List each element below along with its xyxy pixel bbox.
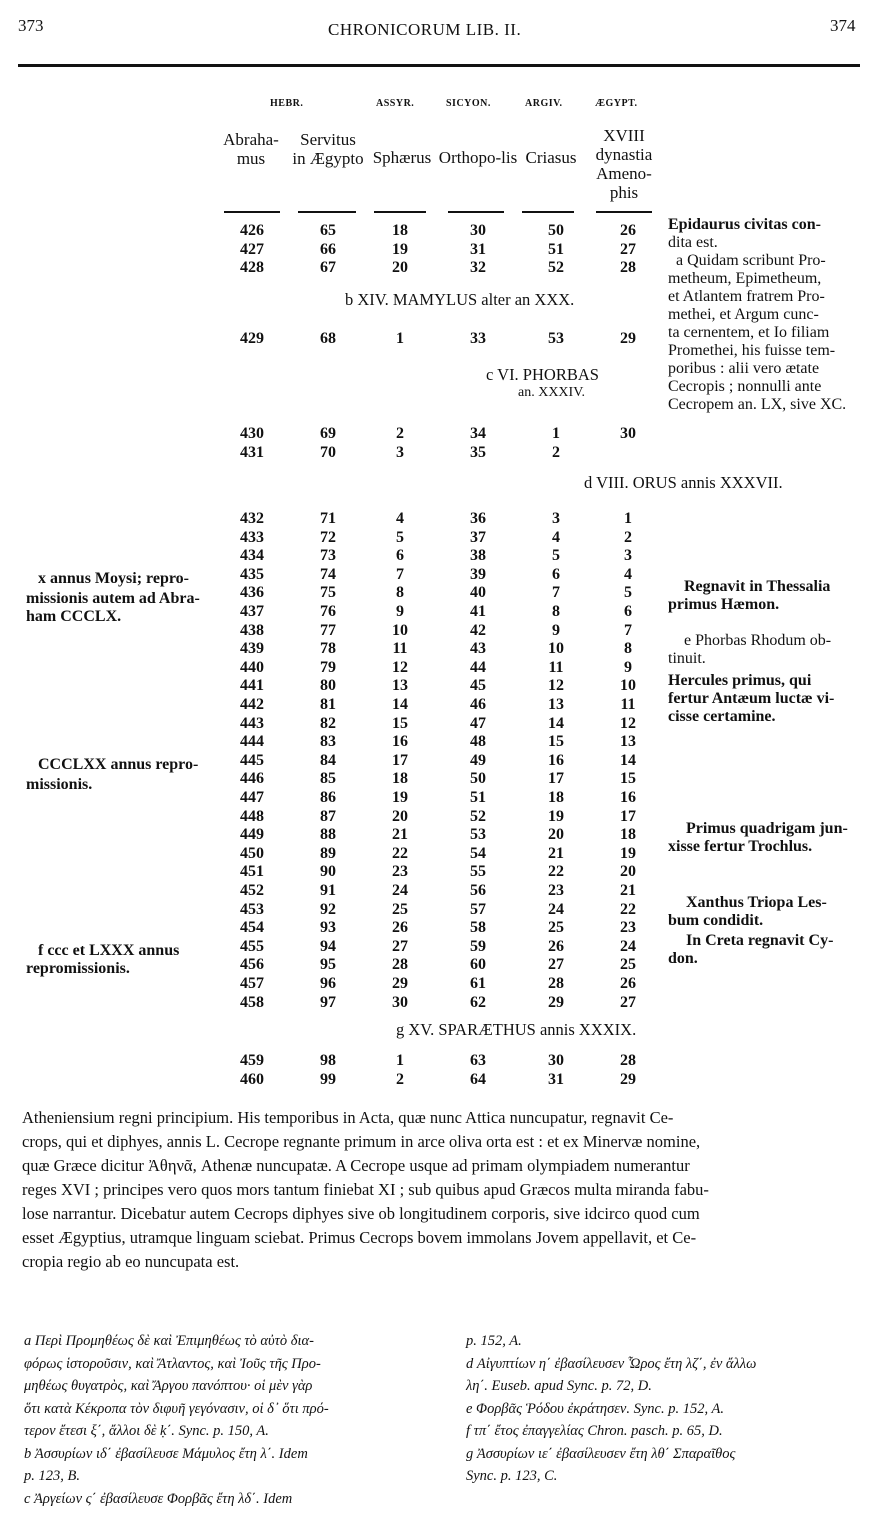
table-cell: 452 xyxy=(240,882,264,899)
table-cell: 53 xyxy=(470,826,486,844)
table-cell: 21 xyxy=(392,826,408,844)
table-cell: 61 xyxy=(470,975,486,992)
table-cell: 9 xyxy=(624,658,632,676)
table-cell: 38 xyxy=(470,547,486,565)
right-note: Regnavit in Thessalia xyxy=(684,578,831,595)
table-cell: 42 xyxy=(470,621,486,639)
table-cell: 56 xyxy=(470,882,486,899)
table-cell: 52 xyxy=(548,259,564,277)
table-cell: 6 xyxy=(396,547,404,565)
table-cell: 77 xyxy=(320,621,336,639)
footnote-line: a Περὶ Προμηθέως δὲ καὶ Ἐπιμηθέως τὸ αὐτὸ δια- xyxy=(24,1333,314,1349)
table-cell: 2 xyxy=(552,443,560,461)
table-cell: 69 xyxy=(320,425,336,442)
column-rule xyxy=(596,211,652,213)
table-cell: 450 xyxy=(240,844,264,862)
group-assyr: ASSYR. xyxy=(376,98,415,109)
table-cell: 28 xyxy=(548,975,564,992)
table-cell: 13 xyxy=(620,733,636,751)
table-cell: 54 xyxy=(470,844,486,862)
table-cell: 17 xyxy=(620,807,636,825)
right-note: fertur Antæum luctæ vi- xyxy=(668,690,835,707)
table-cell: 435 xyxy=(240,565,264,583)
table-cell: 62 xyxy=(470,993,486,1011)
left-note: missionis. xyxy=(26,776,93,793)
table-cell: 13 xyxy=(548,696,564,713)
footnote-line: c Ἀργείων ς΄ ἐβασίλευσε Φορβᾶς ἔτη λδ΄. Idem xyxy=(24,1490,293,1507)
column-rule xyxy=(374,211,426,213)
table-cell: 16 xyxy=(620,789,636,806)
footnotes-left xyxy=(24,1330,456,1510)
table-cell: 20 xyxy=(548,826,564,844)
table-cell: 68 xyxy=(320,330,336,347)
table-cell: 10 xyxy=(392,621,408,639)
table-cell: 2 xyxy=(624,528,632,546)
footnote-line: p. 152, A. xyxy=(466,1333,522,1349)
table-cell: 437 xyxy=(240,603,264,620)
right-note: et Atlantem fratrem Pro- xyxy=(668,288,825,305)
table-cell: 72 xyxy=(320,528,336,546)
table-cell: 8 xyxy=(624,640,632,658)
table-cell: 18 xyxy=(620,826,636,844)
group-aegypt: ÆGYPT. xyxy=(595,98,638,109)
paragraph-line: quæ Græce dicitur Ἀθηνᾶ, Athenæ nuncupatæ. A Cecrope usque ad primam olympiadem numerantur xyxy=(22,1156,690,1175)
table-cell: 12 xyxy=(620,714,636,732)
right-note: Xanthus Triopa Les- xyxy=(686,894,827,911)
table-cell: 18 xyxy=(392,222,408,239)
table-cell: 59 xyxy=(470,937,486,955)
footnote-line: f τπ΄ ἔτος ἐπαγγελίας Chron. pasch. p. 65, D. xyxy=(466,1423,723,1439)
table-cell: 431 xyxy=(240,443,264,461)
table-cell: 445 xyxy=(240,751,264,769)
table-cell: 426 xyxy=(240,222,264,239)
left-note: x annus Moysi; repro- xyxy=(38,570,189,587)
table-cell: 453 xyxy=(240,900,264,918)
table-cell: 65 xyxy=(320,222,336,239)
group-hebr: HEBR. xyxy=(270,98,304,109)
table-cell: 20 xyxy=(620,863,636,881)
table-cell: 438 xyxy=(240,621,264,639)
table-cell: 60 xyxy=(470,956,486,974)
col-header-dynastia: XVIII dynastia Ameno-phis xyxy=(595,126,653,202)
table-cell: 93 xyxy=(320,919,336,937)
table-cell: 88 xyxy=(320,826,336,844)
table-cell: 44 xyxy=(470,658,486,676)
table-cell: 39 xyxy=(470,565,486,583)
table-cell: 6 xyxy=(624,603,632,620)
table-cell: 94 xyxy=(320,937,336,955)
footnote-line: p. 123, B. xyxy=(24,1468,80,1484)
table-cell: 25 xyxy=(620,956,636,974)
table-cell: 26 xyxy=(548,937,564,955)
table-cell: 28 xyxy=(392,956,408,974)
col-header-criasus: Criasus xyxy=(525,148,577,167)
table-cell: 30 xyxy=(548,1052,564,1069)
footnote-line: ὅτι κατὰ Κέκροπα τὸν διφυῆ γεγόνασιν, οἱ δ᾽ ὅτι πρό- xyxy=(24,1400,329,1417)
table-cell: 26 xyxy=(392,919,408,937)
table-cell: 78 xyxy=(320,640,336,658)
table-cell: 97 xyxy=(320,993,336,1011)
table-cell: 45 xyxy=(470,677,486,695)
table-cell: 30 xyxy=(620,425,636,442)
footnote-line: Sync. p. 123, C. xyxy=(466,1468,558,1484)
table-cell: 447 xyxy=(240,789,264,806)
left-note: f ccc et LXXX annus xyxy=(38,942,180,959)
table-cell: 451 xyxy=(240,863,264,881)
table-cell: 5 xyxy=(396,528,404,546)
right-note: a Quidam scribunt Pro- xyxy=(676,252,826,269)
table-cell: 17 xyxy=(392,751,408,769)
table-cell: 439 xyxy=(240,640,264,658)
table-cell: 4 xyxy=(624,565,632,583)
table-cell: 436 xyxy=(240,584,264,602)
table-cell: 30 xyxy=(392,993,408,1011)
table-cell: 14 xyxy=(392,696,408,713)
table-cell: 89 xyxy=(320,844,336,862)
table-cell: 442 xyxy=(240,696,264,713)
table-cell: 23 xyxy=(548,882,564,899)
footnote-line: φόρως ἱστοροῦσιν, καὶ Ἄτλαντος, καὶ Ἰοῦς τῆς Προ- xyxy=(24,1355,321,1372)
right-note: Promethei, his fuisse tem- xyxy=(668,342,836,359)
table-cell: 10 xyxy=(620,677,636,695)
group-argiv: ARGIV. xyxy=(525,98,563,109)
table-cell: 21 xyxy=(620,882,636,899)
table-cell: 4 xyxy=(552,528,560,546)
right-note: bum condidit. xyxy=(668,912,764,929)
table-cell: 19 xyxy=(548,807,564,825)
table-cell: 13 xyxy=(392,677,408,695)
table-cell: 28 xyxy=(620,259,636,277)
table-cell: 430 xyxy=(240,425,264,442)
table-cell: 1 xyxy=(624,510,632,527)
table-cell: 11 xyxy=(392,640,408,658)
table-cell: 429 xyxy=(240,330,264,347)
table-cell: 53 xyxy=(548,330,564,347)
table-cell: 10 xyxy=(548,640,564,658)
footnotes-right xyxy=(466,1330,880,1488)
footnote-line: e Φορβᾶς Ῥόδου ἐκράτησεν. Sync. p. 152, A. xyxy=(466,1400,724,1417)
col-header-abrahamus: Abraha-mus xyxy=(223,130,279,168)
table-cell: 70 xyxy=(320,443,336,461)
table-cell: 12 xyxy=(392,658,408,676)
table-cell: 22 xyxy=(392,844,408,862)
right-note: Cecropem an. LX, sive XC. xyxy=(668,396,847,413)
table-cell: 32 xyxy=(470,259,486,277)
right-note: dita est. xyxy=(668,234,718,251)
table-cell: 37 xyxy=(470,528,486,546)
table-cell: 22 xyxy=(548,863,564,881)
table-cell: 16 xyxy=(548,751,564,769)
table-cell: 79 xyxy=(320,658,336,676)
table-cell: 67 xyxy=(320,259,336,277)
table-cell: 9 xyxy=(552,621,560,639)
table-cell: 3 xyxy=(396,443,404,461)
table-cell: 444 xyxy=(240,733,264,751)
table-cell: 2 xyxy=(396,425,404,442)
table-cell: 66 xyxy=(320,240,336,258)
table-cell: 5 xyxy=(552,547,560,565)
left-note: ham CCCLX. xyxy=(26,608,122,625)
table-cell: 58 xyxy=(470,919,486,937)
table-cell: 449 xyxy=(240,826,264,844)
paragraph-line: reges XVI ; principes vero quos mors tantum finiebat XI ; sub quibus apud Græcos multa miranda fabu- xyxy=(22,1180,709,1199)
right-note: Primus quadrigam jun- xyxy=(686,820,848,837)
table-cell: 47 xyxy=(470,714,486,732)
table-cell: 19 xyxy=(392,240,408,258)
table-cell: 85 xyxy=(320,770,336,788)
paragraph-line: esset Ægyptius, utramque linguam sciebat. Primus Cecrops bovem immolans Jovem appellavit, et Ce- xyxy=(22,1228,697,1247)
table-cell: 92 xyxy=(320,900,336,918)
table-cell: 4 xyxy=(396,510,404,527)
column-rule xyxy=(448,211,504,213)
table-cell: 34 xyxy=(470,425,486,442)
group-sicyon: SICYON. xyxy=(446,98,491,109)
table-cell: 8 xyxy=(552,603,560,620)
table-cell: 27 xyxy=(392,937,408,955)
column-rule xyxy=(224,211,280,213)
col-header-servitus: Servitus in Ægypto xyxy=(292,130,364,168)
table-cell: 57 xyxy=(470,900,486,918)
table-cell: 1 xyxy=(552,425,560,442)
reign-note-phorbas-years: an. XXXIV. xyxy=(518,385,586,400)
right-note: In Creta regnavit Cy- xyxy=(686,932,834,949)
page-number-right: 374 xyxy=(830,16,856,35)
right-note: don. xyxy=(668,950,698,967)
table-cell: 11 xyxy=(620,696,636,713)
table-cell: 20 xyxy=(392,807,408,825)
table-cell: 459 xyxy=(240,1052,264,1069)
table-cell: 433 xyxy=(240,528,264,546)
table-cell: 26 xyxy=(620,222,636,239)
footnote-line: b Ἀσσυρίων ιδ΄ ἐβασίλευσε Μάμυλος ἔτη λ΄. Idem xyxy=(24,1445,308,1462)
table-cell: 27 xyxy=(548,956,564,974)
table-cell: 19 xyxy=(392,789,408,806)
table-cell: 51 xyxy=(470,789,486,806)
table-cell: 87 xyxy=(320,807,336,825)
table-cell: 76 xyxy=(320,603,336,620)
table-cell: 2 xyxy=(396,1070,404,1088)
table-cell: 41 xyxy=(470,603,486,620)
table-cell: 50 xyxy=(470,770,486,788)
table-cell: 454 xyxy=(240,919,264,937)
table-cell: 8 xyxy=(396,584,404,602)
table-cell: 441 xyxy=(240,677,264,695)
table-cell: 458 xyxy=(240,993,264,1011)
table-cell: 11 xyxy=(548,658,564,676)
table-cell: 3 xyxy=(552,510,560,527)
table-cell: 33 xyxy=(470,330,486,347)
reign-note-sparaethus: g XV. SPARÆTHUS annis XXXIX. xyxy=(396,1020,637,1039)
table-cell: 18 xyxy=(392,770,408,788)
table-cell: 83 xyxy=(320,733,336,751)
right-note: cisse certamine. xyxy=(668,708,776,725)
table-cell: 21 xyxy=(548,844,564,862)
right-note: xisse fertur Trochlus. xyxy=(668,838,813,855)
table-cell: 28 xyxy=(620,1052,636,1069)
table-cell: 12 xyxy=(548,677,564,695)
table-cell: 96 xyxy=(320,975,336,992)
table-cell: 48 xyxy=(470,733,486,751)
table-cell: 64 xyxy=(470,1070,486,1088)
table-cell: 24 xyxy=(548,900,564,918)
table-cell: 98 xyxy=(320,1052,336,1069)
table-cell: 22 xyxy=(620,900,636,918)
right-note: tinuit. xyxy=(668,650,706,667)
table-cell: 456 xyxy=(240,956,264,974)
table-cell: 29 xyxy=(392,975,408,992)
table-cell: 460 xyxy=(240,1070,264,1088)
table-cell: 434 xyxy=(240,547,264,565)
table-cell: 26 xyxy=(620,975,636,992)
table-cell: 446 xyxy=(240,770,264,788)
table-cell: 31 xyxy=(548,1070,564,1088)
table-cell: 17 xyxy=(548,770,564,788)
right-note: Epidaurus civitas con- xyxy=(668,216,821,233)
table-cell: 29 xyxy=(620,1070,636,1088)
right-note: ta cernentem, et Io filiam xyxy=(668,324,830,341)
running-title: CHRONICORUM LIB. II. xyxy=(328,20,522,39)
right-note: metheum, Epimetheum, xyxy=(668,270,822,287)
col-header-orthopolis: Orthopo-lis xyxy=(438,148,518,167)
table-cell: 50 xyxy=(548,222,564,239)
table-cell: 6 xyxy=(552,565,560,583)
reign-note-mamylus: b XIV. MAMYLUS alter an XXX. xyxy=(345,290,575,309)
paragraph-line: cropia regio ab eo nuncupata est. xyxy=(22,1252,240,1271)
table-cell: 90 xyxy=(320,863,336,881)
table-cell: 82 xyxy=(320,714,336,732)
table-cell: 428 xyxy=(240,259,264,277)
table-cell: 443 xyxy=(240,714,264,732)
table-cell: 29 xyxy=(620,330,636,347)
table-cell: 74 xyxy=(320,565,336,583)
page-number-left: 373 xyxy=(18,16,44,35)
table-cell: 29 xyxy=(548,993,564,1011)
right-note: e Phorbas Rhodum ob- xyxy=(684,632,832,649)
table-cell: 55 xyxy=(470,863,486,881)
table-cell: 5 xyxy=(624,584,632,602)
table-cell: 84 xyxy=(320,751,336,769)
table-cell: 71 xyxy=(320,510,336,527)
footnote-line: μηθέως θυγατρὸς, καὶ Ἄργου πανόπτου· οἱ μὲν γὰρ xyxy=(24,1378,313,1394)
table-cell: 457 xyxy=(240,975,264,992)
table-cell: 27 xyxy=(620,993,636,1011)
table-cell: 81 xyxy=(320,696,336,713)
table-cell: 75 xyxy=(320,584,336,602)
table-cell: 23 xyxy=(392,863,408,881)
table-cell: 30 xyxy=(470,222,486,239)
table-cell: 73 xyxy=(320,547,336,565)
table-cell: 43 xyxy=(470,640,486,658)
header-rule xyxy=(18,64,860,67)
footnote-line: λη΄. Euseb. apud Sync. p. 72, D. xyxy=(466,1378,652,1394)
table-cell: 52 xyxy=(470,807,486,825)
table-cell: 1 xyxy=(396,330,404,347)
right-note: Cecropis ; nonnulli ante xyxy=(668,378,822,395)
table-cell: 14 xyxy=(548,714,564,732)
table-cell: 95 xyxy=(320,956,336,974)
paragraph-line: Atheniensium regni principium. His temporibus in Acta, quæ nunc Attica nuncupatur, regnavit Ce- xyxy=(22,1108,674,1127)
table-cell: 20 xyxy=(392,259,408,277)
right-note: primus Hæmon. xyxy=(668,596,780,613)
table-cell: 27 xyxy=(620,240,636,258)
table-cell: 25 xyxy=(548,919,564,937)
right-note: poribus : alii vero ætate xyxy=(668,360,820,377)
paragraph-line: lose narrantur. Dicebatur autem Cecrops diphyes sive ob longitudinem corporis, sive idcirco quod cum xyxy=(22,1204,700,1223)
table-cell: 9 xyxy=(396,603,404,620)
table-cell: 455 xyxy=(240,937,264,955)
footnote-line: d Αἰγυπτίων η΄ ἐβασίλευσεν Ὧρος ἔτη λζ΄, ἐν ἄλλω xyxy=(466,1355,757,1372)
table-cell: 14 xyxy=(620,751,636,769)
table-cell: 18 xyxy=(548,789,564,806)
table-cell: 99 xyxy=(320,1070,336,1088)
table-cell: 24 xyxy=(620,937,636,955)
table-cell: 24 xyxy=(392,882,408,899)
reign-note-phorbas: c VI. PHORBAS xyxy=(486,365,599,384)
table-cell: 7 xyxy=(552,584,560,602)
table-cell: 19 xyxy=(620,844,636,862)
table-cell: 3 xyxy=(624,547,632,565)
table-cell: 63 xyxy=(470,1052,486,1069)
table-cell: 25 xyxy=(392,900,408,918)
table-cell: 448 xyxy=(240,807,264,825)
table-cell: 15 xyxy=(392,714,408,732)
table-cell: 7 xyxy=(396,565,404,583)
table-cell: 35 xyxy=(470,443,486,461)
reign-note-orus: d VIII. ORUS annis XXXVII. xyxy=(584,473,783,492)
table-cell: 15 xyxy=(620,770,636,788)
table-cell: 91 xyxy=(320,882,336,899)
table-cell: 51 xyxy=(548,240,564,258)
right-note: methei, et Argum cunc- xyxy=(668,306,819,323)
table-cell: 40 xyxy=(470,584,486,602)
table-cell: 80 xyxy=(320,677,336,695)
column-rule xyxy=(522,211,574,213)
col-header-sphaerus: Sphærus xyxy=(372,148,432,167)
table-cell: 15 xyxy=(548,733,564,751)
table-cell: 440 xyxy=(240,658,264,676)
table-cell: 427 xyxy=(240,240,264,258)
left-note: CCCLXX annus repro- xyxy=(38,756,199,773)
main-paragraph xyxy=(22,1106,874,1274)
table-cell: 46 xyxy=(470,696,486,713)
table-cell: 31 xyxy=(470,240,486,258)
footnote-line: g Ἀσσυρίων ιε΄ ἐβασίλευσεν ἔτη λθ΄ Σπαραῖθος xyxy=(466,1445,736,1462)
table-cell: 49 xyxy=(470,751,486,769)
column-rule xyxy=(298,211,356,213)
table-cell: 16 xyxy=(392,733,408,751)
table-cell: 432 xyxy=(240,510,264,527)
right-note: Hercules primus, qui xyxy=(668,672,812,689)
table-cell: 86 xyxy=(320,789,336,806)
table-cell: 36 xyxy=(470,510,486,527)
table-cell: 7 xyxy=(624,621,632,639)
paragraph-line: crops, qui et diphyes, annis L. Cecrope regnante primum in arce oliva orta est : et ex Minervæ nomine, xyxy=(22,1132,701,1151)
footnote-line: τερον ἔτεσι ξ΄, ἄλλοι δὲ ḳ΄. Sync. p. 150, A. xyxy=(24,1423,269,1439)
left-note: missionis autem ad Abra- xyxy=(26,590,200,607)
left-note: repromissionis. xyxy=(26,960,130,977)
table-cell: 1 xyxy=(396,1052,404,1069)
table-cell: 23 xyxy=(620,919,636,937)
